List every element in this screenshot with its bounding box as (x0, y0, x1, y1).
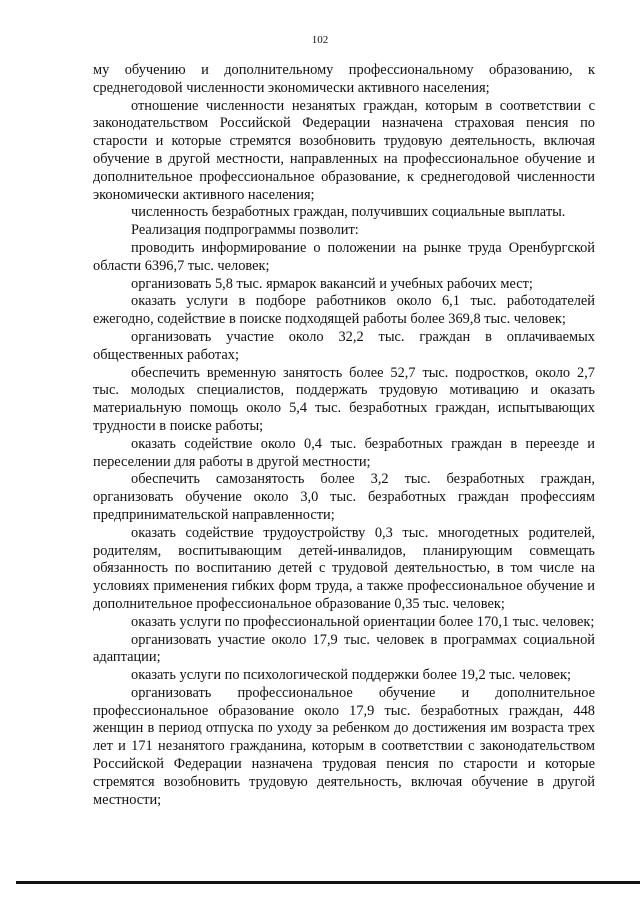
paragraph-subprogram-intro: Реализация подпрограммы позволит: (131, 222, 359, 239)
paragraph-temporary-employment: обеспечить временную занятость более 52,7 тыс. подростков, около 2,7 тыс. молодых специалистов, поддержать трудовую мотивацию и оказать материальную помощь около 5,4 тыс. безработных граждан, испытывающих трудности в поиске работы; (93, 364, 595, 434)
paragraph-unemployed-pensioners-ratio: отношение численности незанятых граждан, которым в соответствии с законодательством Российской Федерации назначена страховая пенсия по старости и которые стремятся возобновить трудовую деятельность, включая обучение в другой местности, направленных на профессиональное обучение и дополнительное профессиональное образование, к среднегодовой численности экономически активного населения; (93, 97, 595, 203)
paragraph-career-guidance: оказать услуги по профессиональной ориентации более 170,1 тыс. человек; (131, 613, 595, 630)
paragraph-public-works: организовать участие около 32,2 тыс. граждан в оплачиваемых общественных работах; (93, 328, 595, 363)
paragraph-continuation: му обучению и дополнительному профессиональному образованию, к среднегодовой численности экономически активного населения; (93, 62, 595, 96)
paragraph-social-adaptation: организовать участие около 17,9 тыс. человек в программах социальной адаптации; (93, 631, 595, 666)
paragraph-employer-services: оказать услуги в подборе работников около 6,1 тыс. работодателей ежегодно, содействие в поиске подходящей работы более 369,8 тыс. человек; (93, 293, 595, 328)
paragraph-professional-training: организовать профессиональное обучение и дополнительное профессиональное образование около 17,9 тыс. безработных граждан, 448 женщин в период отпуска по уходу за ребенком до достижения им возраста трех лет и 171 незанятого гражданина, которым в соответствии с законодательством Российской Федерации назначена трудовая пенсия по старости и которые стремятся возобновить трудовую деятельность, включая обучение в другой местности; (93, 684, 595, 808)
paragraph-social-payments: численность безработных граждан, получивших социальные выплаты. (131, 204, 566, 221)
paragraph-parents-employment: оказать содействие трудоустройству 0,3 тыс. многодетных родителей, родителям, воспитывающим детей-инвалидов, планирующим совмещать обязанность по воспитанию детей с трудовой деятельностью, в том числе на условиях применения гибких форм труда, а также профессиональное обучение и дополнительное профессиональное образование 0,35 тыс. человек; (93, 524, 595, 612)
bottom-rule (16, 881, 640, 884)
paragraph-psychological-support: оказать услуги по психологической поддержки более 19,2 тыс. человек; (131, 667, 571, 684)
paragraph-relocation: оказать содействие около 0,4 тыс. безработных граждан в переезде и переселении для работы в другой местности; (93, 435, 595, 470)
page-number: 102 (311, 34, 329, 46)
document-body (93, 62, 595, 809)
paragraph-labor-market-info: проводить информирование о положении на рынке труда Оренбургской области 6396,7 тыс. человек; (93, 239, 595, 274)
paragraph-self-employment: обеспечить самозанятость более 3,2 тыс. безработных граждан, организовать обучение около 3,0 тыс. безработных граждан профессиям предпринимательской направленности; (93, 471, 595, 523)
paragraph-job-fairs: организовать 5,8 тыс. ярмарок вакансий и учебных рабочих мест; (131, 275, 533, 292)
